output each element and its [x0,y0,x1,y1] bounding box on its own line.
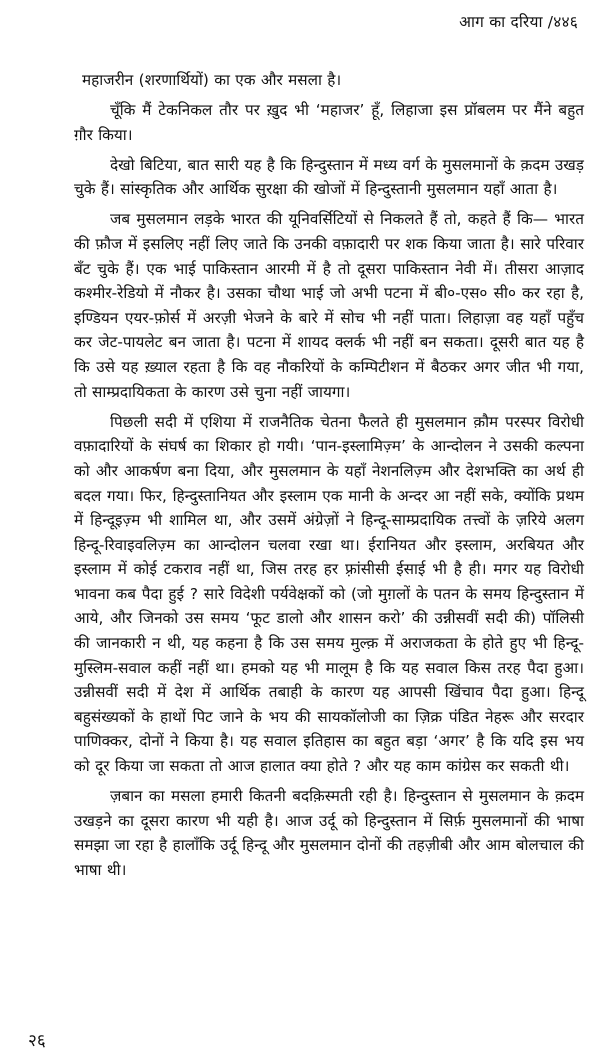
running-header: आग का दरिया /४४६ [459,13,578,31]
page-number: २६ [28,1031,46,1051]
body-text [74,68,584,888]
paragraph-6: ज़बान का मसला हमारी कितनी बदक़िस्मती रही है। हिन्दुस्तान से मुसलमान के क़दम उखड़ने का दूसरा कारण भी यही है। आज उर्दू को हिन्दुस्तान में सिर्फ़ मुसलमानों की भाषा समझा जा रहा है हालाँकि उर्दू हिन्दू और मुसलमान दोनों की तहज़ीबी और आम बोलचाल की भाषा थी। [74,787,584,879]
paragraph-1: महाजरीन (शरणार्थियों) का एक और मसला है। [82,71,342,89]
paragraph-2: चूँकि मैं टेकनिकल तौर पर ख़ुद भी ‘महाजर’ हूँ, लिहाजा इस प्रॉबलम पर मैंने बहुत ग़ौर किया। [74,101,584,144]
paragraph-3: देखो बिटिया, बात सारी यह है कि हिन्दुस्तान में मध्य वर्ग के मुसलमानों के क़दम उखड़ चुके हैं। सांस्कृतिक और आर्थिक सुरक्षा की खोजों में हिन्दुस्तानी मुसलमान यहाँ आता है। [74,155,584,199]
paragraph-5: पिछली सदी में एशिया में राजनैतिक चेतना फैलते ही मुसलमान क़ौम परस्पर विरोधी वफ़ादारियों के संघर्ष का शिकार हो गयी। ‘पान-इस्लामिज़्म’ के आन्दोलन ने उसकी कल्पना को और आकर्षण बना दिया, और मुसलमान के यहाँ नेशनलिज़्म और देशभक्ति का अर्थ ही बदल गया। फिर, हिन्दुस्तानियत और इस्लाम एक मानी के अन्दर आ नहीं सके, क्योंकि प्रथम में हिन्दूइज़्म भी शामिल था, और उसमें अंग्रेज़ों ने हिन्दू-साम्प्रदायिक तत्त्वों के ज़रिये अलग हिन्दू-रिवाइवलिज़्म का आन्दोलन चलवा रखा था। ईरानियत और इस्लाम, अरबियत और इस्लाम में कोई टकराव नहीं था, जिस तरह हर फ़्रांसीसी ईसाई भी है ही। मगर यह विरोधी भावना कब पैदा हुई ? सारे विदेशी पर्यवेक्षकों को (जो मुग़लों के पतन के समय हिन्दुस्तान में आये, और जिनको उस समय ‘फूट डालो और शासन करो’ की उन्नीसवीं सदी की) पॉलिसी की जानकारी न थी, यह कहना है कि उस समय मुल्क़ में अराजकता के होते हुए भी हिन्दू-मुस्लिम-सवाल कहीं नहीं था। हमको यह भी मालूम है कि यह सवाल किस तरह पैदा हुआ। उन्नीसवीं सदी में देश में आर्थिक तबाही के कारण यह आपसी खिंचाव पैदा हुआ। हिन्दू बहुसंख्यकों के हाथों पिट जाने के भय की सायकॉलोजी का ज़िक्र पंडित नेहरू और सरदार पाणिक्कर, दोनों ने किया है। यह सवाल इतिहास का बहुत बड़ा ‘अगर’ है कि यदि इस भय को दूर किया जा सकता तो आज हालात क्या होते ? और यह काम कांग्रेस कर सकती थी। [74,412,584,776]
paragraph-4: जब मुसलमान लड़के भारत की यूनिवर्सिटियों से निकलते हैं तो, कहते हैं कि— भारत की फ़ौज में इसलिए नहीं लिए जाते कि उनकी वफ़ादारी पर शक किया जाता है। सारे परिवार बँट चुके हैं। एक भाई पाकिस्तान आरमी में है तो दूसरा पाकिस्तान नेवी में। तीसरा आज़ाद कश्मीर-रेडियो में नौकर है। उसका चौथा भाई जो अभी पटना में बी०-एस० सी० कर रहा है, इण्डियन एयर-फ़ोर्स में अरज़ी भेजने के बारे में सोच भी नहीं पाता। लिहाज़ा वह यहाँ पहुँच कर जेट-पायलेट बन जाता है। पटना में शायद क्लर्क भी नहीं बन सकता। दूसरी बात यह है कि उसे यह ख़्याल रहता है कि वह नौकरियों के कम्पिटीशन में बैठकर अगर जीत भी गया, तो साम्प्रदायिकता के कारण उसे चुना नहीं जायगा। [74,210,584,401]
